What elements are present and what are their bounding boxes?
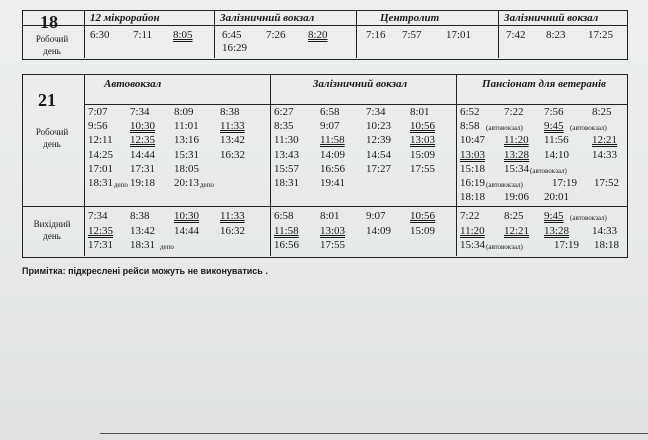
departure-time: 7:16 (366, 29, 386, 41)
departure-time: 9:56 (88, 120, 108, 133)
departure-time: 6:27 (274, 106, 294, 118)
departure-time: 17:19 (554, 239, 580, 251)
bus-station-note: (автовокзал) (570, 214, 607, 222)
departure-time: 8:25 (592, 106, 612, 118)
destination-zaliznychnyi-vokzal: Залізничний вокзал (220, 12, 315, 24)
departure-time: 6:58 (274, 210, 294, 222)
departure-time: 19:41 (320, 177, 346, 189)
route-number-18: 18 (40, 12, 58, 32)
day-type-workday: Робочий день (35, 34, 69, 56)
departure-time: 18:05 (174, 162, 200, 175)
destination-tsentrolyt: Центролит (380, 12, 440, 24)
departure-time: 10:30 (174, 210, 200, 222)
departure-time: 7:34 (88, 210, 108, 222)
departure-time: 18:31 (274, 177, 300, 189)
departure-time: 14:54 (366, 148, 392, 161)
departure-time: 17:01 (88, 162, 114, 175)
departure-time: 14:44 (130, 148, 156, 161)
departure-time: 17:25 (588, 29, 614, 41)
departure-time: 8:01 (320, 210, 340, 222)
departure-time: 18:31 (88, 177, 114, 189)
departure-time: 6:58 (320, 106, 340, 118)
departure-time: 8:58 (460, 120, 480, 133)
departure-time: 16:56 (320, 162, 346, 175)
departure-time: 7:56 (544, 106, 564, 118)
departure-time: 17:31 (88, 239, 114, 251)
departure-time: 15:57 (274, 162, 300, 175)
departure-time: 8:38 (130, 210, 150, 222)
departure-time: 18:31 (130, 239, 156, 251)
departure-time: 14:33 (592, 148, 618, 161)
departure-time: 20:01 (544, 191, 570, 204)
departure-time: 8:20 (308, 29, 328, 41)
depot-note: депо (200, 181, 214, 189)
departure-time: 15:31 (174, 148, 200, 161)
departure-time: 17:55 (320, 239, 346, 251)
depot-note: депо (160, 243, 174, 251)
departure-time: 10:56 (410, 210, 436, 222)
departure-time: 10:47 (460, 134, 486, 147)
departure-time: 12:21 (592, 134, 618, 147)
departure-time: 17:55 (410, 162, 436, 175)
departure-time: 15:09 (410, 224, 436, 237)
departure-time: 6:45 (222, 29, 242, 41)
departure-time: 10:30 (130, 120, 156, 133)
departure-time: 16:29 (222, 42, 248, 54)
route-number-21: 21 (38, 90, 56, 110)
departure-time: 14:09 (320, 148, 346, 161)
departure-time: 9:07 (320, 120, 340, 133)
departure-time: 6:52 (460, 106, 480, 118)
departure-time: 11:58 (274, 224, 299, 237)
bus-station-note: (автовокзал) (486, 243, 523, 251)
departure-time: 11:30 (274, 134, 299, 147)
departure-time: 11:33 (220, 210, 245, 222)
departure-time: 16:19 (460, 177, 486, 189)
departure-time: 8:01 (410, 106, 430, 118)
departure-time: 12:21 (504, 224, 530, 237)
departure-time: 10:23 (366, 120, 392, 133)
day-type-workday-21: Робочий день (35, 127, 69, 149)
departure-time: 7:57 (402, 29, 422, 41)
departure-time: 9:45 (544, 210, 564, 222)
departure-time: 6:30 (90, 29, 110, 41)
departure-time: 8:09 (174, 106, 194, 118)
departure-time: 18:18 (460, 191, 486, 204)
depot-note: депо (114, 181, 128, 189)
departure-time: 7:34 (366, 106, 386, 118)
destination-pansionat: Пансіонат для ветеранів (482, 78, 606, 90)
departure-time: 7:22 (504, 106, 524, 118)
departure-time: 13:43 (274, 148, 300, 161)
departure-time: 7:34 (130, 106, 150, 118)
departure-time: 17:27 (366, 162, 392, 175)
departure-time: 16:56 (274, 239, 300, 251)
departure-time: 9:45 (544, 120, 564, 133)
departure-time: 12:11 (88, 134, 113, 147)
departure-time: 11:58 (320, 134, 345, 147)
departure-time: 8:05 (173, 29, 193, 41)
departure-time: 11:20 (460, 224, 485, 237)
departure-time: 10:56 (410, 120, 436, 133)
departure-time: 17:19 (552, 177, 578, 189)
departure-time: 11:01 (174, 120, 199, 133)
bus-station-note: (автовокзал) (530, 166, 567, 175)
departure-time: 11:20 (504, 134, 529, 147)
departure-time: 14:09 (366, 224, 392, 237)
departure-time: 8:23 (546, 29, 566, 41)
destination-avtovokzal: Автовокзал (104, 78, 162, 90)
departure-time: 15:18 (460, 162, 486, 175)
departure-time: 16:32 (220, 224, 246, 237)
bus-station-note: (автовокзал) (486, 124, 523, 133)
departure-time: 12:35 (88, 224, 114, 237)
departure-time: 13:42 (220, 134, 246, 147)
departure-time: 17:52 (594, 177, 620, 189)
departure-time: 14:10 (544, 148, 570, 161)
bus-station-note: (автовокзал) (486, 181, 523, 189)
departure-time: 14:44 (174, 224, 200, 237)
departure-time: 8:25 (504, 210, 524, 222)
departure-time: 19:06 (504, 191, 530, 204)
departure-time: 19:18 (130, 177, 156, 189)
departure-time: 7:22 (460, 210, 480, 222)
departure-time: 13:03 (410, 134, 436, 147)
departure-time: 15:34 (504, 162, 530, 175)
departure-time: 16:32 (220, 148, 246, 161)
departure-time: 13:28 (504, 148, 530, 161)
destination-12-mikroraion: 12 мікрорайон (90, 12, 160, 24)
departure-time: 8:35 (274, 120, 294, 133)
departure-time: 12:39 (366, 134, 392, 147)
departure-time: 17:31 (130, 162, 156, 175)
departure-time: 7:26 (266, 29, 286, 41)
departure-time: 9:07 (366, 210, 386, 222)
departure-time: 15:09 (410, 148, 436, 161)
departure-time: 18:18 (594, 239, 620, 251)
departure-time: 7:11 (133, 29, 153, 41)
departure-time: 13:42 (130, 224, 156, 237)
destination-zaliznychnyi-vokzal-2: Залізничний вокзал (504, 12, 599, 24)
departure-time: 20:13 (174, 177, 200, 189)
departure-time: 7:07 (88, 106, 108, 118)
departure-time: 13:03 (320, 224, 346, 237)
day-type-weekend-21: Вихідний день (33, 219, 71, 241)
departure-time: 12:35 (130, 134, 156, 147)
departure-time: 14:25 (88, 148, 114, 161)
departure-time: 13:28 (544, 224, 570, 237)
departure-time: 7:42 (506, 29, 526, 41)
page-edge-line (100, 433, 648, 434)
departure-time: 13:16 (174, 134, 200, 147)
departure-time: 17:01 (446, 29, 472, 41)
bus-station-note: (автовокзал) (570, 124, 607, 133)
departure-time: 8:38 (220, 106, 240, 118)
destination-zaliznychnyi-vokzal-21: Залізничний вокзал (312, 78, 408, 90)
departure-time: 11:33 (220, 120, 245, 133)
departure-time: 13:03 (460, 148, 486, 161)
departure-time: 11:56 (544, 134, 569, 147)
departure-time: 15:34 (460, 239, 486, 251)
footnote: Примітка: підкреслені рейси можуть не виконуватись . (22, 266, 268, 276)
departure-time: 14:33 (592, 224, 618, 237)
